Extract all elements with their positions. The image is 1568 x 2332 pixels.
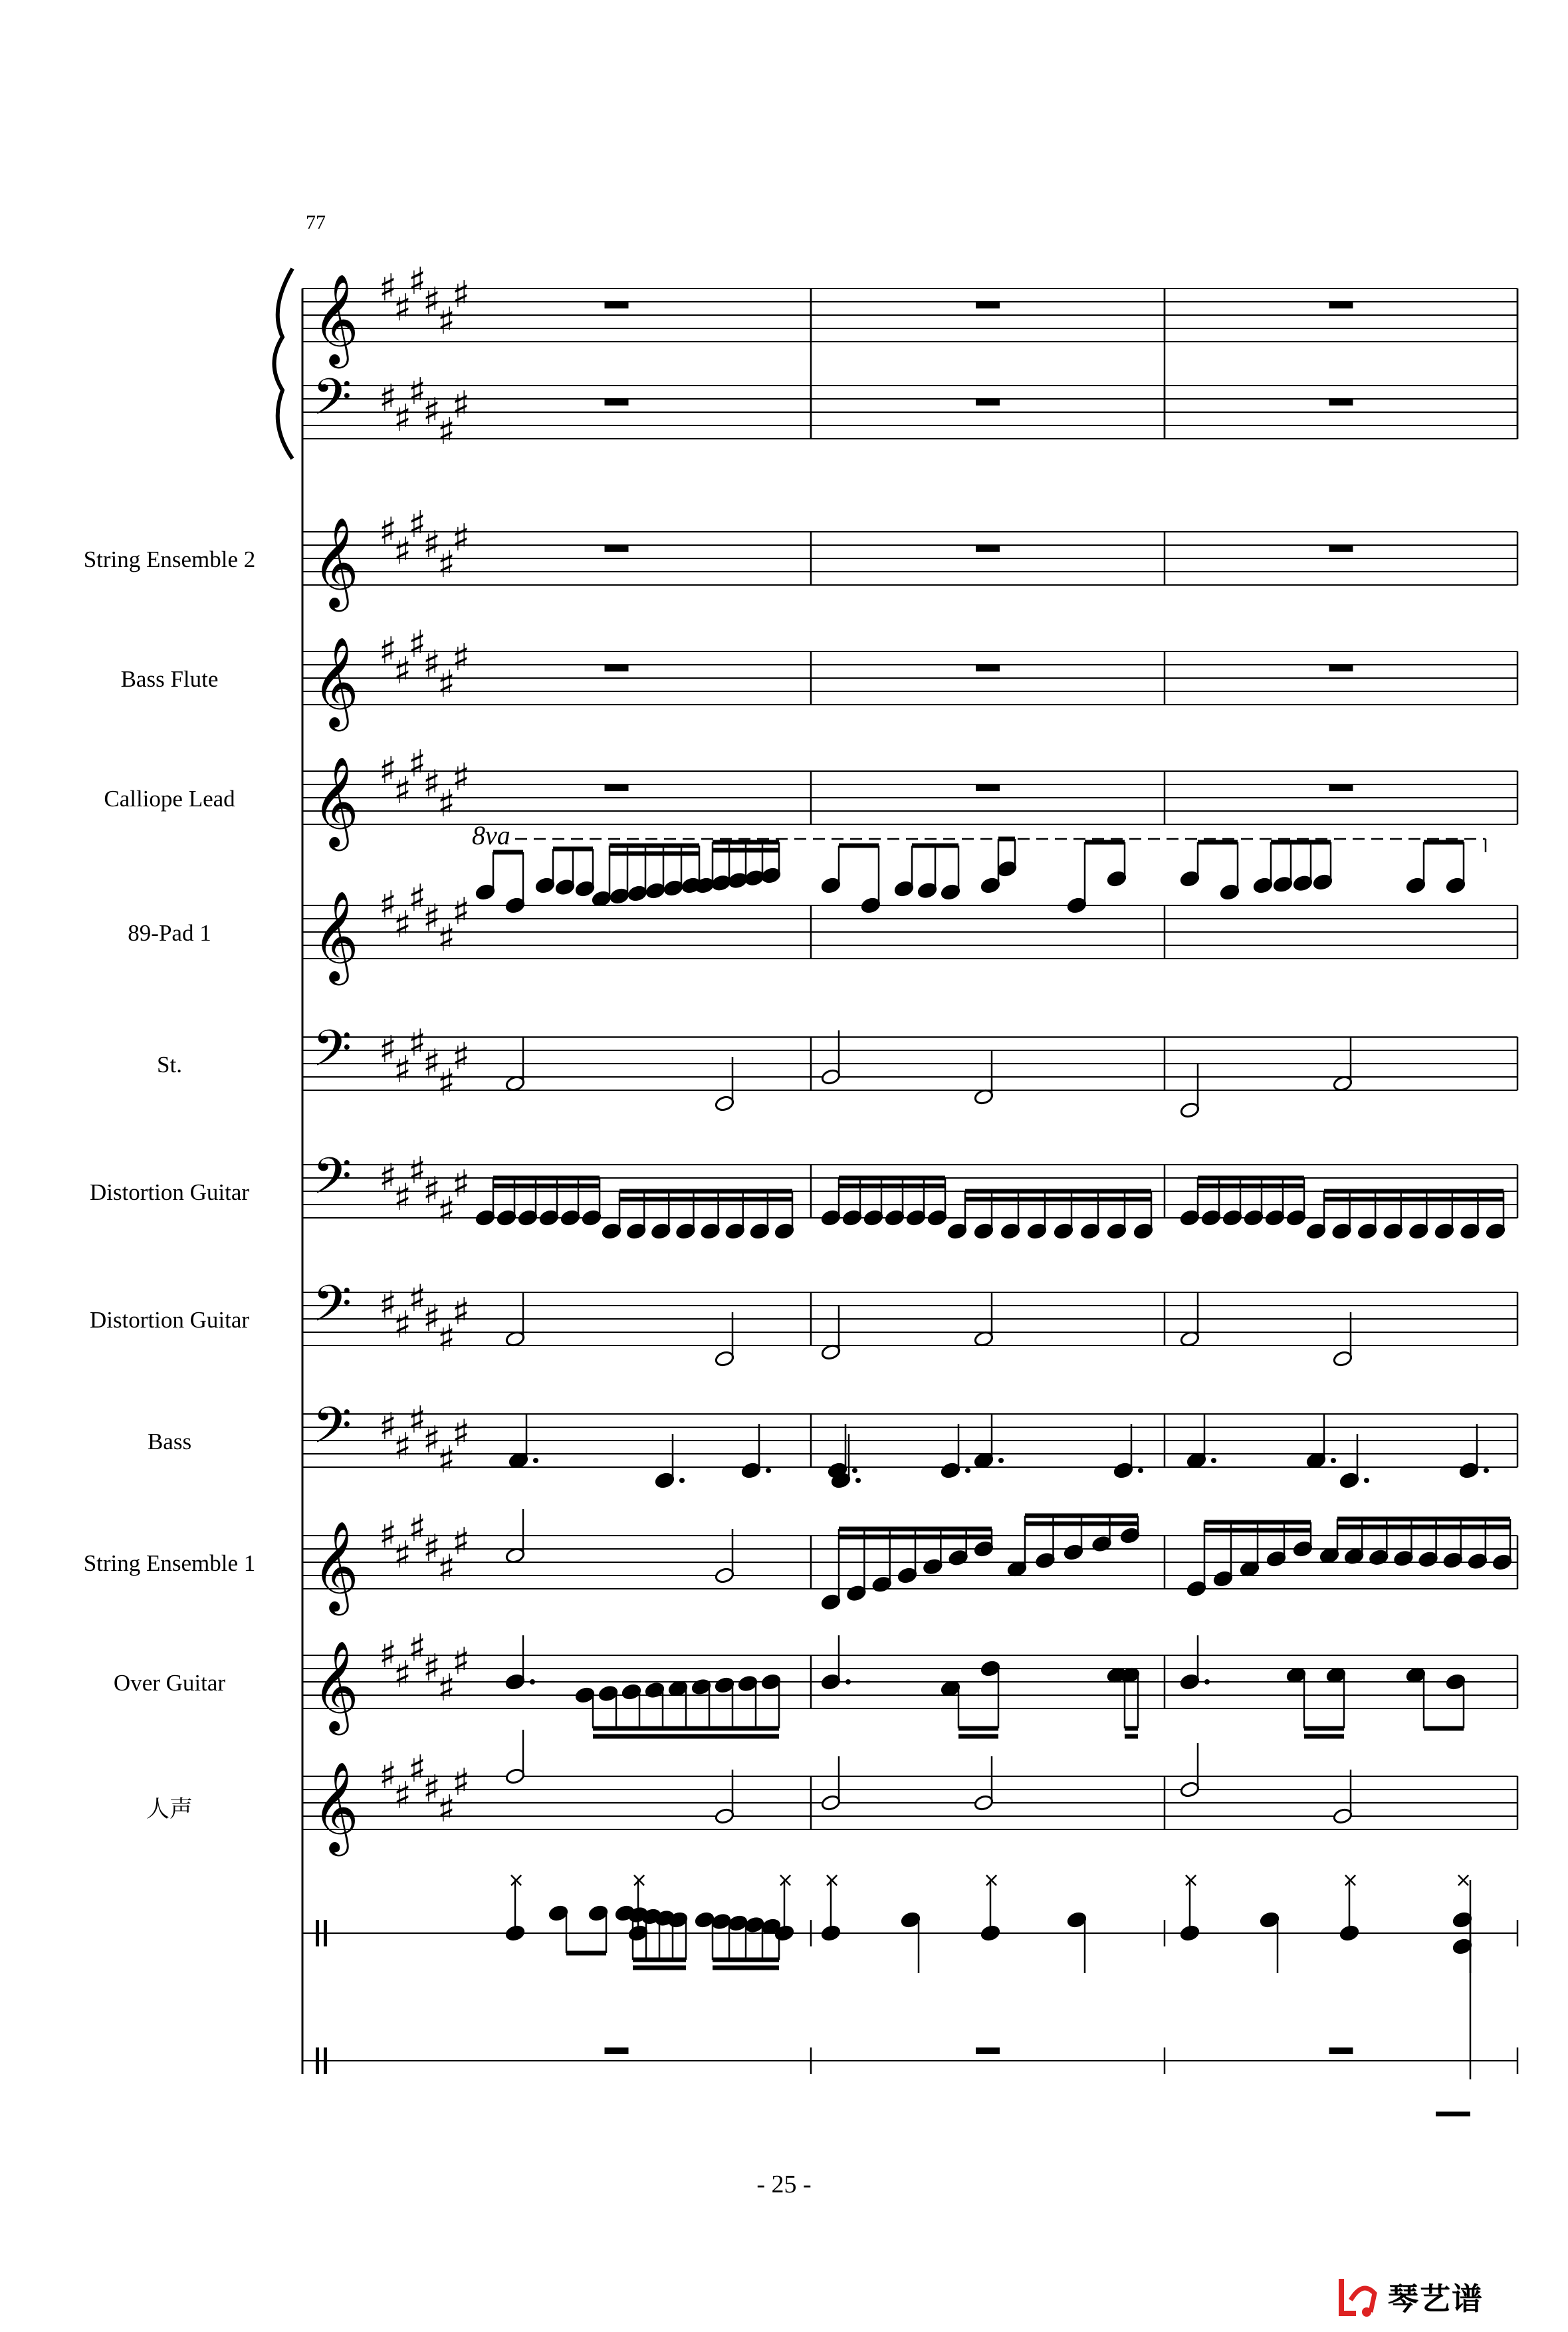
sharp-icon: ♯	[379, 1156, 397, 1199]
beamed-note	[1393, 1550, 1414, 1567]
drum-note	[1067, 1911, 1087, 1928]
x-notehead-icon: ×	[1455, 1869, 1472, 1892]
sharp-icon: ♯	[393, 1653, 412, 1696]
dot	[1364, 1478, 1369, 1483]
sharp-icon: ♯	[452, 1163, 471, 1206]
sharp-icon: ♯	[393, 1534, 412, 1577]
sharp-icon: ♯	[408, 623, 427, 666]
staff-label: String Ensemble 1	[83, 1550, 256, 1576]
x-notehead-icon: ×	[1342, 1869, 1359, 1892]
whole-rest	[605, 399, 629, 406]
treble-clef-icon: 𝄞	[312, 755, 359, 847]
beamed-note	[539, 1209, 560, 1226]
beamed-note	[947, 1223, 968, 1240]
treble-clef-icon: 𝄞	[312, 889, 359, 981]
staff-label: Over Guitar	[113, 1670, 226, 1696]
x-notehead-icon: ×	[1182, 1869, 1200, 1892]
sharp-icon: ♯	[437, 543, 456, 586]
beamed-note	[846, 1585, 867, 1602]
beamed-note	[627, 885, 648, 902]
beamed-note	[1107, 870, 1127, 887]
beamed-note	[980, 877, 1001, 894]
beamed-note	[663, 879, 684, 897]
half-note	[821, 1068, 841, 1086]
sharp-icon: ♯	[423, 1419, 441, 1462]
beamed-note	[1035, 1552, 1056, 1570]
beamed-note	[1357, 1223, 1378, 1240]
beamed-note	[588, 1905, 609, 1922]
beamed-note	[1120, 1527, 1141, 1544]
beamed-note	[1434, 1223, 1455, 1240]
bass-clef-icon: 𝄢	[312, 1019, 352, 1090]
sharp-icon: ♯	[379, 1633, 397, 1677]
treble-clef-icon: 𝄞	[312, 273, 359, 364]
beamed-note	[582, 1209, 602, 1226]
dot	[855, 1478, 861, 1483]
sharp-icon: ♯	[423, 280, 441, 323]
treble-clef-icon: 𝄞	[312, 1520, 359, 1611]
staff-label: Calliope Lead	[104, 786, 235, 812]
staff-label: Distortion Guitar	[89, 1307, 250, 1333]
bass-note	[1339, 1472, 1360, 1489]
piano-brace	[275, 269, 293, 459]
drum-note	[1452, 1938, 1473, 1955]
sharp-icon: ♯	[437, 782, 456, 826]
beamed-note	[598, 1685, 619, 1702]
sharp-icon: ♯	[452, 1761, 471, 1804]
logo-text: 琴艺谱	[1388, 2281, 1484, 2317]
beamed-note	[1064, 1544, 1084, 1561]
sharp-icon: ♯	[393, 1304, 412, 1347]
measure-number: 77	[306, 211, 326, 233]
half-note	[715, 1095, 735, 1112]
sharp-icon: ♯	[437, 1189, 456, 1232]
beamed-note	[750, 1223, 770, 1240]
beamed-note	[645, 1682, 665, 1699]
whole-rest	[605, 302, 629, 308]
sharp-icon: ♯	[437, 410, 456, 453]
beamed-note	[980, 1660, 1001, 1677]
sharp-icon: ♯	[408, 1627, 427, 1670]
dot	[1484, 1468, 1489, 1473]
whole-rest	[605, 545, 629, 552]
dot	[530, 1679, 535, 1685]
site-logo	[1336, 2274, 1484, 2320]
bass-note	[1113, 1462, 1134, 1479]
sharp-icon: ♯	[379, 1284, 397, 1327]
beamed-note	[1266, 1550, 1287, 1568]
beamed-note	[1331, 1223, 1352, 1240]
sharp-icon: ♯	[452, 756, 471, 799]
sharp-icon: ♯	[452, 1640, 471, 1683]
sharp-icon: ♯	[437, 663, 456, 706]
beamed-note	[1446, 877, 1466, 894]
over-guitar-note	[1180, 1673, 1200, 1691]
beamed-note	[927, 1209, 948, 1226]
beamed-note	[695, 1911, 715, 1928]
sharp-icon: ♯	[393, 903, 412, 947]
x-notehead-icon: ×	[983, 1869, 1000, 1892]
beamed-note	[821, 1593, 841, 1611]
treble-clef-icon: 𝄞	[312, 1760, 359, 1852]
sharp-icon: ♯	[423, 643, 441, 686]
page-number: - 25 -	[756, 2170, 812, 2198]
half-note	[715, 1807, 735, 1825]
beamed-note	[1000, 1223, 1021, 1240]
x-notehead-icon: ×	[508, 1869, 525, 1892]
beamed-note	[575, 880, 596, 897]
dot	[998, 1458, 1004, 1463]
beamed-note	[917, 882, 938, 899]
sharp-icon: ♯	[452, 636, 471, 679]
percussion-clef-icon	[324, 2047, 327, 2074]
percussion-clef-icon	[316, 2047, 319, 2074]
whole-rest	[976, 784, 1000, 791]
beamed-note	[728, 872, 748, 889]
sharp-icon: ♯	[423, 1647, 441, 1690]
beamed-note	[1273, 875, 1293, 893]
beamed-note	[560, 1209, 581, 1226]
sharp-icon: ♯	[452, 517, 471, 560]
whole-rest	[1329, 545, 1353, 552]
dot	[845, 1679, 851, 1685]
sharp-icon: ♯	[452, 384, 471, 427]
treble-clef-icon: 𝄞	[312, 636, 359, 727]
beamed-note	[1293, 1540, 1313, 1558]
sharp-icon: ♯	[423, 1169, 441, 1213]
beamed-note	[842, 1209, 863, 1226]
bass-clef-icon: 𝄢	[312, 1274, 352, 1345]
beamed-note	[861, 897, 881, 914]
beamed-note	[871, 1575, 892, 1593]
beamed-note	[1468, 1553, 1488, 1570]
beamed-note	[725, 1223, 745, 1240]
sharp-icon: ♯	[423, 523, 441, 566]
beamed-note	[1383, 1223, 1403, 1240]
dot	[965, 1468, 970, 1473]
beamed-note	[711, 874, 732, 891]
dot	[1211, 1458, 1216, 1463]
whole-rest	[1329, 302, 1353, 308]
sharp-icon: ♯	[379, 883, 397, 927]
whole-rest	[605, 665, 629, 671]
beamed-note	[1244, 1209, 1264, 1226]
beamed-note	[518, 1209, 538, 1226]
sharp-icon: ♯	[452, 890, 471, 933]
beamed-note	[1067, 897, 1087, 914]
beamed-note	[923, 1558, 943, 1575]
sharp-icon: ♯	[393, 649, 412, 693]
treble-clef-icon: 𝄞	[312, 1639, 359, 1731]
beamed-note	[1213, 1570, 1234, 1587]
sharp-icon: ♯	[452, 273, 471, 316]
drum-note	[1452, 1911, 1473, 1928]
beamed-note	[691, 1679, 712, 1696]
staff-label: Distortion Guitar	[89, 1179, 250, 1205]
beamed-note	[948, 1549, 968, 1566]
sharp-icon: ♯	[437, 1788, 456, 1831]
beamed-note	[974, 1540, 994, 1558]
half-note	[1333, 1350, 1353, 1367]
x-notehead-icon: ×	[631, 1869, 648, 1892]
half-note	[821, 1794, 841, 1811]
sharp-icon: ♯	[379, 1754, 397, 1798]
beamed-note	[1133, 1223, 1154, 1240]
beamed-note	[1091, 1536, 1112, 1553]
bass-note	[741, 1462, 762, 1479]
sharp-icon: ♯	[393, 769, 412, 812]
sharp-icon: ♯	[393, 1425, 412, 1468]
whole-rest	[1329, 665, 1353, 671]
beamed-note	[821, 877, 841, 894]
whole-rest	[976, 2047, 1000, 2054]
sharp-icon: ♯	[437, 1439, 456, 1482]
beamed-note	[621, 1683, 642, 1700]
beamed-note	[1293, 875, 1313, 892]
staff-label: String Ensemble 2	[83, 546, 256, 572]
sharp-icon: ♯	[379, 630, 397, 673]
whole-rest	[976, 302, 1000, 308]
treble-clef-icon: 𝄞	[312, 516, 359, 608]
beamed-note	[535, 877, 556, 894]
drum-note	[1260, 1911, 1280, 1928]
dot	[679, 1478, 685, 1483]
bass-note	[655, 1472, 675, 1489]
beamed-note	[1442, 1552, 1463, 1569]
beamed-note	[897, 1567, 918, 1584]
sharp-icon: ♯	[452, 1520, 471, 1564]
whole-rest	[976, 665, 1000, 671]
sharp-icon: ♯	[423, 390, 441, 433]
bass-clef-icon: 𝄢	[312, 368, 352, 439]
sharp-icon: ♯	[408, 877, 427, 920]
beamed-note	[1180, 870, 1200, 887]
staff-label: St.	[157, 1052, 182, 1078]
beamed-note	[1180, 1209, 1200, 1226]
beamed-note	[1313, 874, 1333, 891]
beamed-note	[761, 867, 782, 884]
half-note	[1180, 1102, 1200, 1119]
whole-rest	[1329, 2047, 1353, 2054]
whole-rest	[605, 2047, 629, 2054]
bass-clef-icon: 𝄢	[312, 1147, 352, 1218]
beamed-note	[1486, 1223, 1506, 1240]
dot	[852, 1468, 857, 1473]
sharp-icon: ♯	[423, 762, 441, 806]
beamed-note	[728, 1915, 748, 1932]
beamed-note	[997, 860, 1018, 877]
whole-rest	[605, 784, 629, 791]
beamed-note	[761, 1673, 782, 1691]
beamed-note	[941, 883, 961, 901]
beamed-note	[1054, 1223, 1074, 1240]
staff-label: Bass	[147, 1429, 192, 1455]
beamed-note	[475, 883, 496, 901]
beamed-note	[1222, 1209, 1243, 1226]
beamed-note	[626, 1223, 647, 1240]
beamed-note	[744, 870, 765, 887]
sharp-icon: ♯	[437, 1547, 456, 1590]
beamed-note	[974, 1223, 994, 1240]
sharp-icon: ♯	[379, 1405, 397, 1449]
half-note	[1333, 1807, 1353, 1825]
dot	[1331, 1458, 1336, 1463]
music-note-logo-icon	[1336, 2274, 1383, 2320]
beamed-note	[1408, 1223, 1429, 1240]
sharp-icon: ♯	[408, 370, 427, 413]
half-note	[715, 1567, 735, 1584]
dot	[1204, 1679, 1210, 1685]
sharp-icon: ♯	[437, 300, 456, 343]
sharp-icon: ♯	[423, 1768, 441, 1811]
half-note	[1180, 1781, 1200, 1798]
dot	[533, 1458, 538, 1463]
drum-note	[901, 1911, 921, 1928]
sharp-icon: ♯	[393, 1048, 412, 1092]
sharp-icon: ♯	[408, 1149, 427, 1193]
sharp-icon: ♯	[408, 1399, 427, 1442]
sharp-icon: ♯	[408, 260, 427, 303]
over-guitar-note	[505, 1673, 526, 1691]
sharp-icon: ♯	[423, 1527, 441, 1570]
over-guitar-note	[821, 1673, 841, 1691]
sharp-icon: ♯	[379, 267, 397, 310]
beamed-note	[675, 1223, 696, 1240]
beamed-note	[1220, 883, 1240, 901]
sharp-icon: ♯	[437, 1317, 456, 1360]
beamed-note	[894, 880, 915, 897]
staff-label: 人声	[146, 1796, 193, 1822]
beamed-note	[1492, 1554, 1513, 1571]
sharp-icon: ♯	[393, 397, 412, 440]
sharp-icon: ♯	[393, 287, 412, 330]
beamed-note	[548, 1905, 569, 1922]
staff-label: 89-Pad 1	[128, 920, 211, 946]
half-note	[974, 1794, 994, 1811]
sharp-icon: ♯	[393, 530, 412, 573]
beamed-note	[744, 1917, 765, 1934]
beamed-note	[610, 887, 630, 905]
beamed-note	[1369, 1549, 1389, 1566]
beamed-note	[711, 1913, 732, 1930]
beamed-note	[1080, 1223, 1101, 1240]
sharp-icon: ♯	[437, 917, 456, 960]
beamed-note	[575, 1687, 596, 1704]
beamed-note	[1186, 1580, 1207, 1597]
beamed-note	[645, 882, 666, 899]
whole-rest	[1329, 399, 1353, 406]
sharp-icon: ♯	[408, 1022, 427, 1065]
beamed-note	[1253, 877, 1274, 894]
sharp-icon: ♯	[379, 1514, 397, 1557]
beamed-note	[1027, 1223, 1048, 1240]
dot	[766, 1468, 771, 1473]
beamed-note	[863, 1209, 884, 1226]
sharp-icon: ♯	[408, 743, 427, 786]
beamed-note	[1265, 1209, 1286, 1226]
percussion-clef-icon	[324, 1920, 327, 1946]
beamed-note	[774, 1223, 795, 1240]
beamed-note	[700, 1223, 721, 1240]
beamed-note	[1406, 877, 1426, 894]
beamed-note	[475, 1209, 496, 1226]
sharp-icon: ♯	[393, 1176, 412, 1219]
bass-clef-icon: 𝄢	[312, 1396, 352, 1467]
sharp-icon: ♯	[423, 1042, 441, 1085]
sharp-icon: ♯	[452, 1412, 471, 1455]
sharp-icon: ♯	[379, 510, 397, 553]
half-note	[715, 1350, 735, 1367]
x-notehead-icon: ×	[824, 1869, 841, 1892]
sharp-icon: ♯	[408, 1507, 427, 1550]
beamed-note	[906, 1209, 927, 1226]
beamed-note	[1306, 1223, 1327, 1240]
sharp-icon: ♯	[408, 1748, 427, 1791]
sharp-icon: ♯	[379, 1028, 397, 1072]
dot	[1138, 1468, 1143, 1473]
beamed-note	[885, 1209, 905, 1226]
sharp-icon: ♯	[408, 503, 427, 546]
beamed-note	[497, 1209, 517, 1226]
beamed-note	[738, 1675, 758, 1692]
beamed-note	[1107, 1223, 1127, 1240]
beamed-note	[651, 1223, 671, 1240]
sharp-icon: ♯	[393, 1774, 412, 1817]
half-note	[505, 1768, 526, 1785]
beamed-note	[1201, 1209, 1222, 1226]
sharp-icon: ♯	[379, 377, 397, 420]
beamed-note	[715, 1677, 735, 1694]
percussion-clef-icon	[316, 1920, 319, 1946]
whole-rest	[976, 399, 1000, 406]
bass-note	[1459, 1462, 1480, 1479]
sharp-icon: ♯	[437, 1062, 456, 1105]
whole-rest	[976, 545, 1000, 552]
beamed-note	[505, 897, 526, 914]
beamed-note	[1460, 1223, 1480, 1240]
beamed-note	[1286, 1209, 1307, 1226]
x-notehead-icon: ×	[777, 1869, 794, 1892]
bass-note	[941, 1462, 961, 1479]
beamed-note	[602, 1223, 622, 1240]
sharp-icon: ♯	[437, 1667, 456, 1710]
sharp-icon: ♯	[452, 1035, 471, 1078]
sharp-icon: ♯	[379, 749, 397, 792]
sharp-icon: ♯	[452, 1290, 471, 1334]
sharp-icon: ♯	[423, 897, 441, 940]
beamed-note	[555, 879, 576, 896]
sharp-icon: ♯	[408, 1277, 427, 1320]
whole-rest	[1329, 784, 1353, 791]
sharp-icon: ♯	[423, 1297, 441, 1340]
beamed-note	[1446, 1673, 1466, 1691]
beamed-note	[821, 1209, 841, 1226]
ottava-mark: 8va	[472, 820, 510, 850]
beamed-note	[1418, 1551, 1438, 1568]
staff-label: Bass Flute	[120, 666, 219, 692]
